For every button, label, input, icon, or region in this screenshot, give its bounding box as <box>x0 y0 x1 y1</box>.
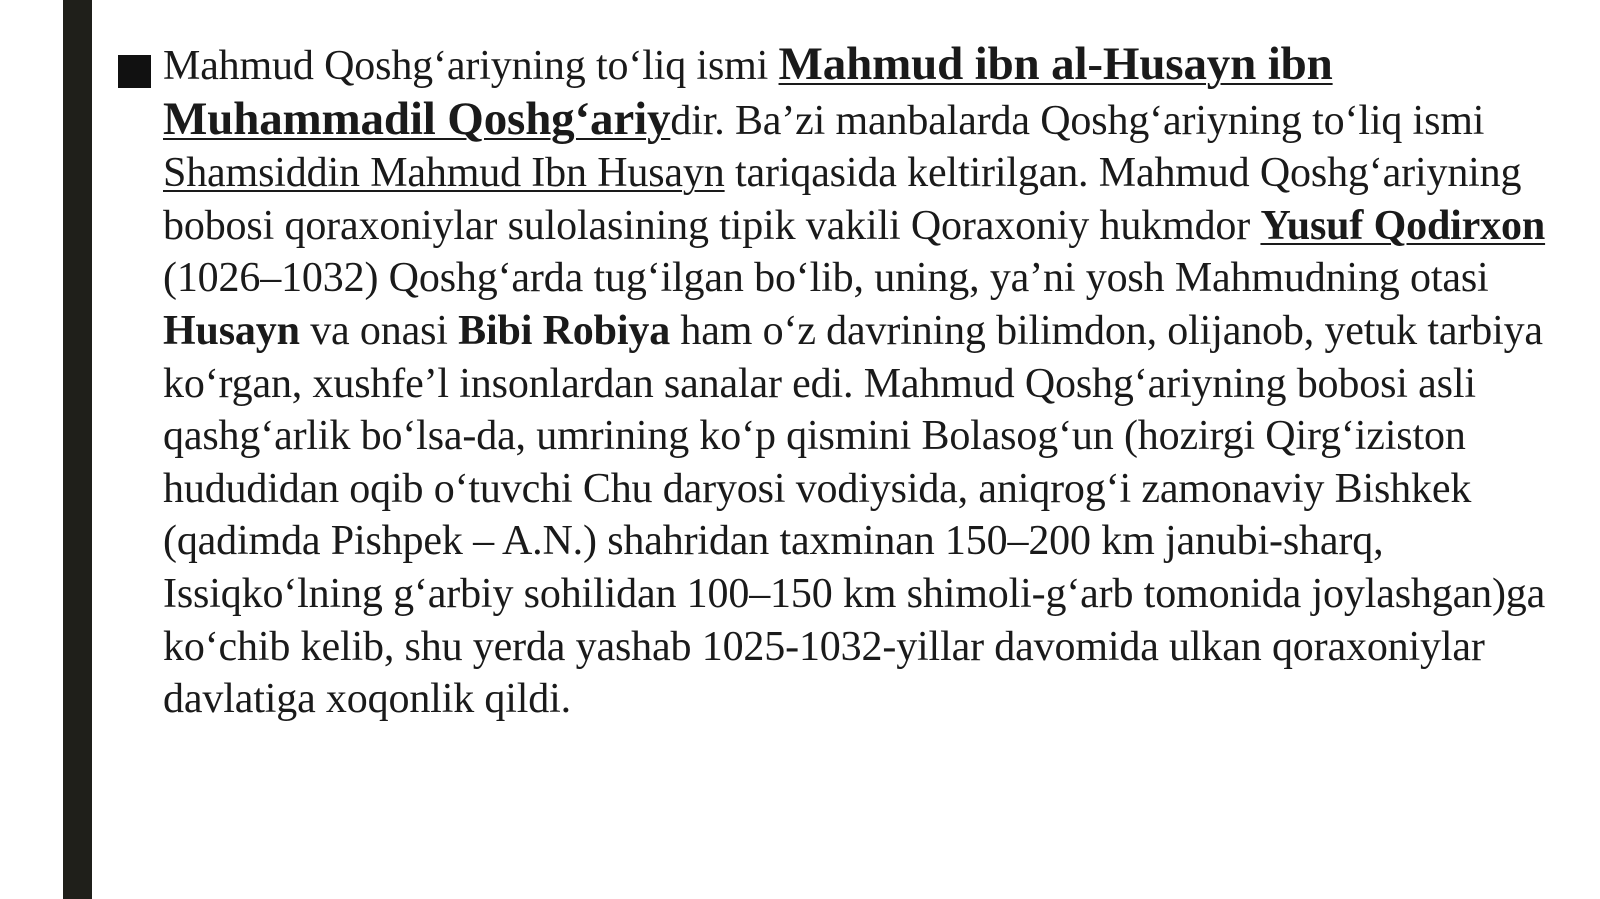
slide-left-accent-bar <box>63 0 92 899</box>
text-segment: Mahmud Qoshg‘ariyning to‘liq ismi <box>163 43 779 89</box>
biography-paragraph <box>163 38 1568 726</box>
text-segment: ham o‘z davrining bilimdon, olijanob, yetuk tarbiya ko‘rgan, xushfe’l insonlardan sanalar edi. Mahmud Qoshg‘ariyning bobosi asli qashg‘arlik bo‘lsa-da, umrining ko‘p qismini Bolasog‘un (hozirgi Qirg‘iziston hududidan oqib o‘tuvchi Chu daryosi vodiysida, aniqrog‘i zamonaviy Bishkek (qadimda Pishpek – A.N.) shahridan taxminan 150–200 km janubi-sharq, Issiqko‘lning g‘arbiy sohilidan 100–150 km shimoli-g‘arb tomonida joylashgan)ga ko‘chib kelib, shu yerda yashab 1025-1032-yillar davomida ulkan qoraxoniylar davlatiga xoqonlik qildi. <box>163 307 1546 723</box>
text-segment: tariqasida keltirilgan. Mahmud Qoshg‘ariyning bobosi qoraxoniylar sulolasining tipik vakili Qoraxoniy hukmdor <box>163 150 1522 249</box>
alternate-name-underlined: Shamsiddin Mahmud Ibn Husayn <box>163 150 725 197</box>
slide-content <box>118 38 1568 726</box>
text-segment: (1026–1032) Qoshg‘arda tug‘ilgan bo‘lib, uning, ya’ni yosh Mahmudning otasi <box>163 255 1489 302</box>
ruler-name-highlight: Yusuf Qodirxon <box>1260 202 1546 249</box>
father-name-bold: Husayn <box>163 307 300 354</box>
square-bullet-icon <box>118 55 151 88</box>
text-segment: va onasi <box>299 307 459 354</box>
text-segment: dir. Ba’zi manbalarda Qoshg‘ariyning to‘liq ismi <box>670 97 1485 144</box>
mother-name-bold: Bibi Robiya <box>458 307 671 354</box>
full-name-highlight: Mahmud ibn al-Husayn ibn Muhammadil Qoshg‘ariy <box>163 38 1333 145</box>
